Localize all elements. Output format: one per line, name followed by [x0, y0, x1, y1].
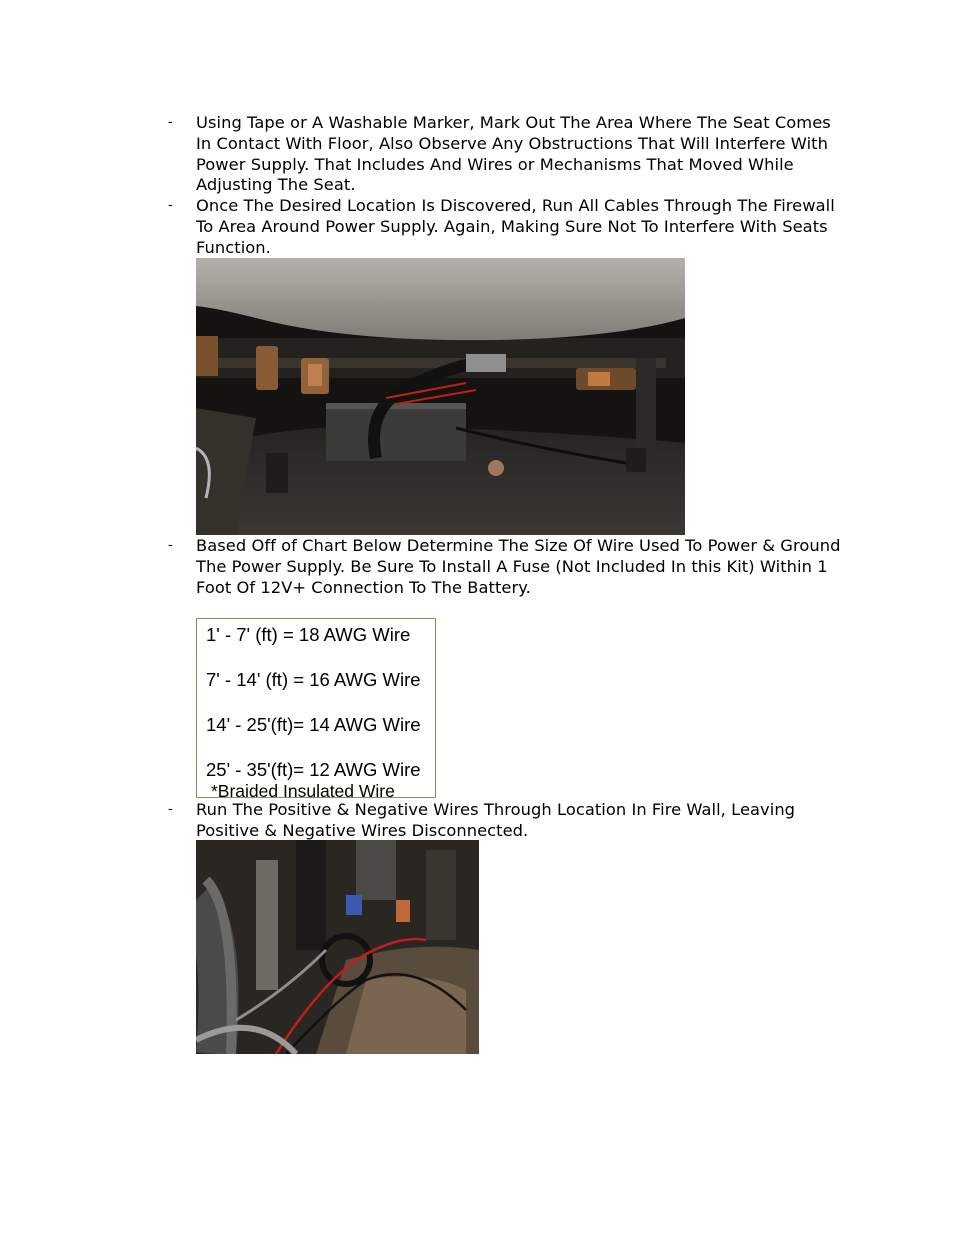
wire-chart-note: *Braided Insulated Wire — [211, 781, 395, 801]
step-4-text: Run The Positive & Negative Wires Through Location In Fire Wall, Leaving Positive & Negative Wires Disconnected. — [196, 800, 796, 840]
step-1 — [168, 113, 848, 196]
wire-gauge-row: 1' - 7' (ft) = 18 AWG Wire — [206, 624, 411, 645]
step-2 — [168, 196, 848, 258]
step-2-text: Once The Desired Location Is Discovered, Run All Cables Through The Firewall To Area Around Power Supply. Again, Making Sure Not To Interfere With Seats Function. — [196, 196, 835, 257]
power-supply-under-seat-photo — [196, 258, 685, 535]
bullet-dash: - — [168, 198, 173, 213]
wire-gauge-row: 14' - 25'(ft)= 14 AWG Wire — [206, 714, 421, 735]
wire-gauge-row: 25' - 35'(ft)= 12 AWG Wire — [206, 759, 421, 780]
step-4 — [168, 800, 848, 842]
step-3 — [168, 536, 858, 598]
wire-gauge-row: 7' - 14' (ft) = 16 AWG Wire — [206, 669, 421, 690]
bullet-dash: - — [168, 802, 173, 817]
step-3-text: Based Off of Chart Below Determine The Size Of Wire Used To Power & Ground The Power Supply. Be Sure To Install A Fuse (Not Included In this Kit) Within 1 Foot Of 12V+ Connection To The Battery. — [196, 536, 841, 597]
bullet-dash: - — [168, 115, 173, 130]
firewall-wiring-photo — [196, 840, 479, 1054]
step-1-text: Using Tape or A Washable Marker, Mark Out The Area Where The Seat Comes In Contact With Floor, Also Observe Any Obstructions That Will Interfere With Power Supply. That Includes And Wires or Mechanisms That Moved While Adjusting The Seat. — [196, 113, 831, 195]
bullet-dash: - — [168, 538, 173, 553]
wire-gauge-chart — [196, 618, 436, 801]
